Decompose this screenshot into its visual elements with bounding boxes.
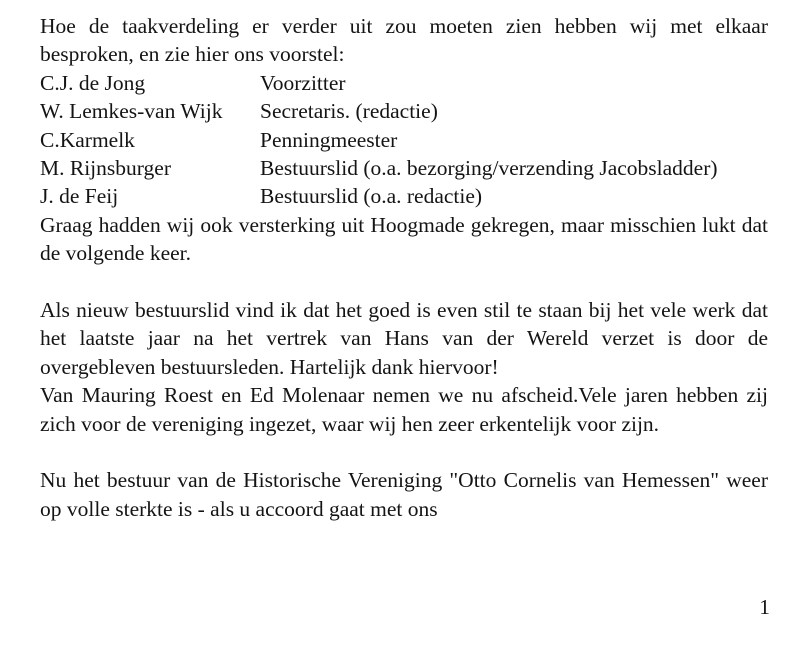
board-member-role: Voorzitter bbox=[260, 70, 346, 95]
board-list bbox=[40, 69, 768, 211]
paragraph-spacer bbox=[40, 268, 768, 296]
board-member-role: Bestuurslid (o.a. redactie) bbox=[260, 184, 483, 209]
board-member-name: M. Rijnsburger bbox=[40, 156, 171, 181]
board-member-row bbox=[40, 154, 768, 182]
thanks-paragraph: Als nieuw bestuurslid vind ik dat het goed is even stil te staan bij het vele werk dat het laatste jaar na het vertrek van Hans van der Wereld verzet is door de overgebleven bestuursleden. Hartelijk dank hiervoor! bbox=[40, 298, 768, 379]
board-member-role: Bestuurslid (o.a. bezorging/verzending Jacobsladder) bbox=[260, 156, 718, 181]
closing-paragraph: Nu het bestuur van de Historische Vereniging "Otto Cornelis van Hemessen" weer op volle sterkte is - als u accoord gaat met ons bbox=[40, 468, 768, 521]
intro-paragraph: Hoe de taakverdeling er verder uit zou moeten zien hebben wij met elkaar besproken, en zie hier ons voorstel: bbox=[40, 14, 768, 67]
hoogmade-paragraph: Graag hadden wij ook versterking uit Hoogmade gekregen, maar misschien lukt dat de volgende keer. bbox=[40, 212, 768, 266]
board-member-name: W. Lemkes-van Wijk bbox=[40, 99, 223, 124]
farewell-paragraph: Van Mauring Roest en Ed Molenaar nemen we nu afscheid.Vele jaren hebben zij zich voor de vereniging ingezet, waar wij hen zeer erkentelijk voor zijn. bbox=[40, 383, 768, 436]
document-body bbox=[40, 12, 768, 523]
board-member-row bbox=[40, 69, 768, 97]
board-member-row bbox=[40, 182, 768, 210]
board-member-name: C.J. de Jong bbox=[40, 70, 146, 95]
board-member-name: J. de Feij bbox=[40, 184, 119, 209]
paragraph-spacer bbox=[40, 438, 768, 466]
board-member-role: Secretaris. (redactie) bbox=[260, 99, 438, 124]
board-member-role: Penningmeester bbox=[260, 127, 398, 152]
board-member-row bbox=[40, 126, 768, 154]
page-number: 1 bbox=[759, 595, 770, 619]
board-member-name: C.Karmelk bbox=[40, 127, 135, 152]
board-member-row bbox=[40, 97, 768, 125]
